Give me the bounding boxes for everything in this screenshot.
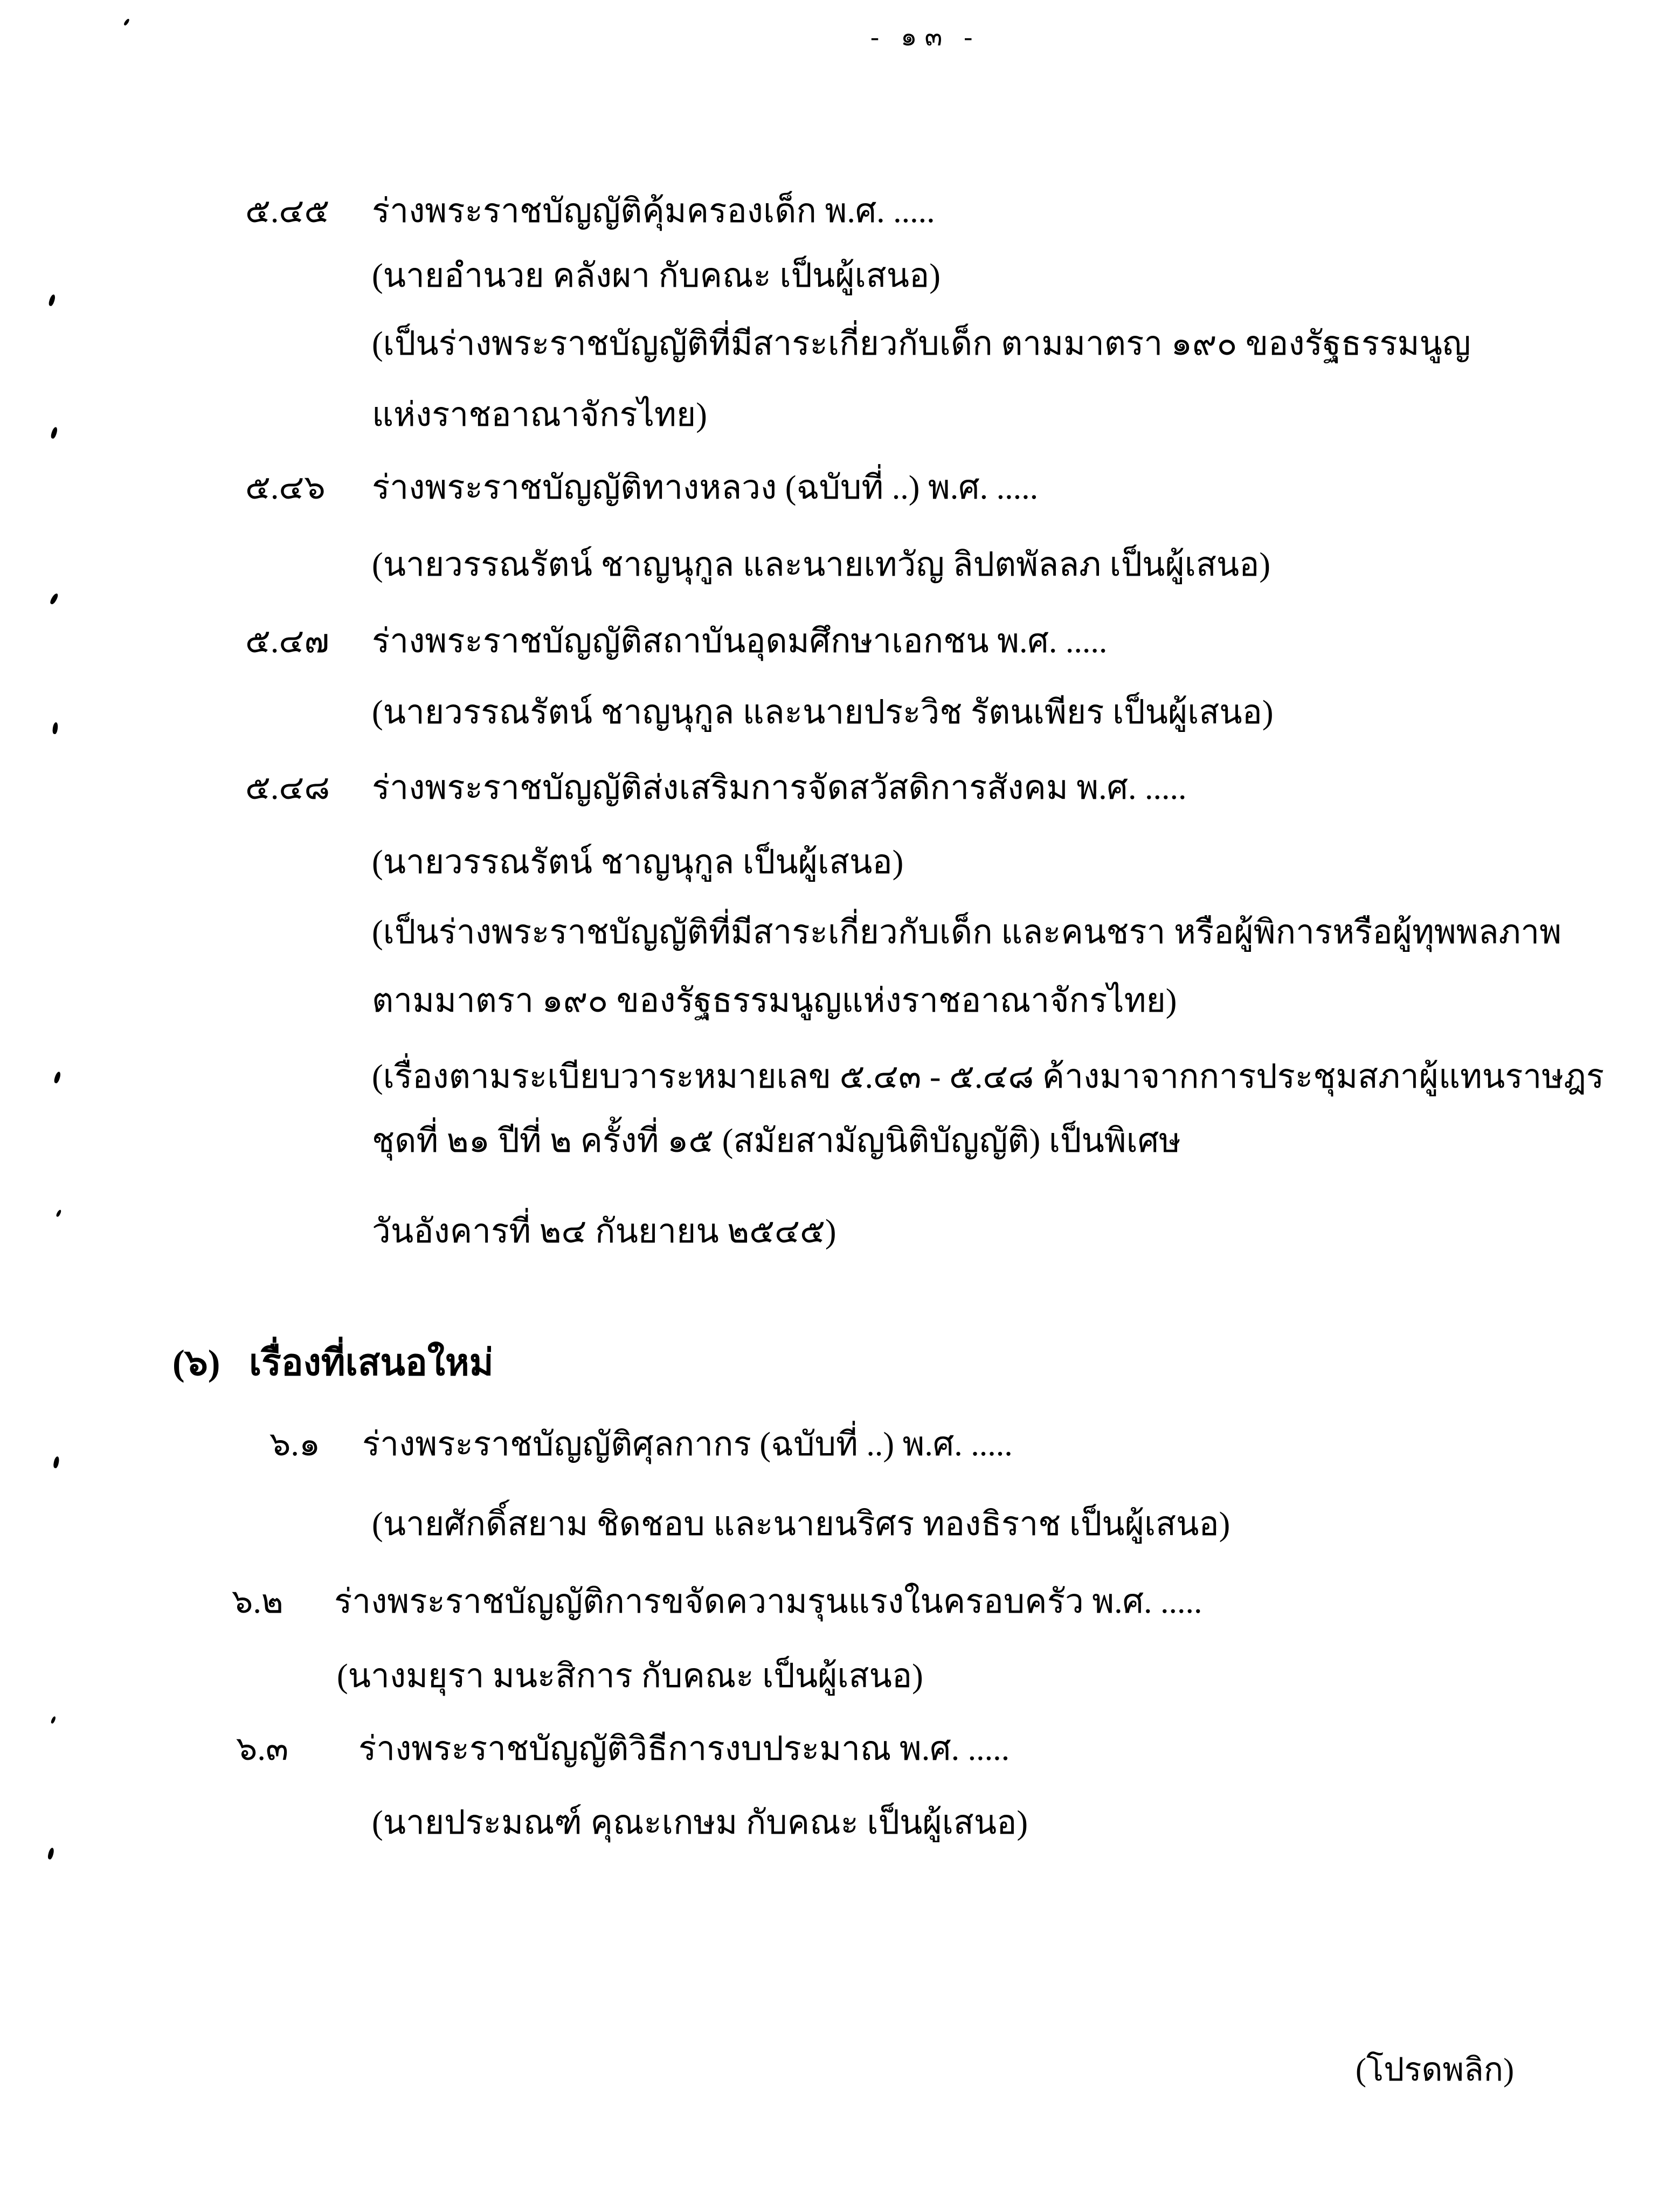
agenda-item-6-3: [0, 1717, 1673, 1781]
proposer-note: (นายศักดิ์สยาม ชิดชอบ และนายนริศร ทองธิราช เป็นผู้เสนอ): [372, 1506, 1230, 1543]
item-number: ๕.๔๗: [245, 623, 329, 660]
item-number: ๖.๓: [236, 1731, 289, 1767]
proposer-note: (นายอำนวย คลังผา กับคณะ เป็นผู้เสนอ): [372, 258, 941, 294]
section-title: เรื่องที่เสนอใหม่: [249, 1342, 494, 1383]
agenda-item-5-48: [0, 756, 1673, 820]
page-number: - ๑๓ -: [870, 23, 980, 51]
item-title: ร่างพระราชบัญญัติส่งเสริมการจัดสวัสดิการสังคม พ.ศ. .....: [372, 770, 1187, 806]
item-number: ๖.๒: [232, 1584, 284, 1620]
carryover-remark-continued: ชุดที่ ๒๑ ปีที่ ๒ ครั้งที่ ๑๕ (สมัยสามัญนิติบัญญัติ) เป็นพิเศษ: [372, 1123, 1181, 1159]
item-title: ร่างพระราชบัญญัติคุ้มครองเด็ก พ.ศ. .....: [372, 193, 935, 230]
item-number: ๕.๔๘: [245, 770, 330, 806]
proposer-note: (นายวรรณรัตน์ ชาญนุกูล เป็นผู้เสนอ): [372, 844, 904, 881]
proposer-note: (นายวรรณรัตน์ ชาญนุกูล และนายประวิช รัตนเพียร เป็นผู้เสนอ): [372, 694, 1274, 731]
remark-note-continued: ตามมาตรา ๑๙๐ ของรัฐธรรมนูญแห่งราชอาณาจักรไทย): [372, 983, 1177, 1019]
item-title: ร่างพระราชบัญญัติวิธีการงบประมาณ พ.ศ. .....: [358, 1731, 1010, 1767]
agenda-item-6-2: [0, 1570, 1673, 1634]
item-number: ๕.๔๕: [245, 193, 330, 230]
carryover-remark: (เรื่องตามระเบียบวาระหมายเลข ๕.๔๓ - ๕.๔๘ ค้างมาจากการประชุมสภาผู้แทนราษฎร: [372, 1059, 1605, 1095]
item-title: ร่างพระราชบัญญัติทางหลวง (ฉบับที่ ..) พ.ศ. .....: [372, 469, 1039, 506]
item-title: ร่างพระราชบัญญัติการขจัดความรุนแรงในครอบครัว พ.ศ. .....: [334, 1584, 1202, 1620]
item-title: ร่างพระราชบัญญัติสถาบันอุดมศึกษาเอกชน พ.ศ. .....: [372, 623, 1108, 660]
section-number: (๖): [172, 1342, 220, 1383]
agenda-item-5-46: [0, 455, 1673, 520]
carryover-remark-date: วันอังคารที่ ๒๔ กันยายน ๒๕๔๕): [372, 1213, 836, 1250]
please-turn-over-note: (โปรดพลิก): [1356, 2052, 1515, 2087]
item-title: ร่างพระราชบัญญัติศุลกากร (ฉบับที่ ..) พ.ศ. .....: [362, 1426, 1013, 1463]
agenda-item-6-1: [0, 1412, 1673, 1477]
agenda-item-5-47: [0, 609, 1673, 674]
remark-note-continued: แห่งราชอาณาจักรไทย): [372, 397, 707, 433]
scan-artifact: [123, 18, 130, 26]
proposer-note: (นายวรรณรัตน์ ชาญนุกูล และนายเทวัญ ลิปตพัลลภ เป็นผู้เสนอ): [372, 547, 1271, 583]
section-6-heading: [0, 1330, 1673, 1395]
remark-note: (เป็นร่างพระราชบัญญัติที่มีสาระเกี่ยวกับเด็ก ตามมาตรา ๑๙๐ ของรัฐธรรมนูญ: [372, 326, 1471, 362]
proposer-note: (นางมยุรา มนะสิการ กับคณะ เป็นผู้เสนอ): [337, 1658, 923, 1695]
proposer-note: (นายประมณฑ์ คุณะเกษม กับคณะ เป็นผู้เสนอ): [372, 1805, 1028, 1841]
agenda-item-5-45: [0, 179, 1673, 244]
item-number: ๖.๑: [269, 1426, 321, 1463]
remark-note: (เป็นร่างพระราชบัญญัติที่มีสาระเกี่ยวกับเด็ก และคนชรา หรือผู้พิการหรือผู้ทุพพลภาพ: [372, 914, 1562, 951]
item-number: ๕.๔๖: [245, 469, 326, 506]
